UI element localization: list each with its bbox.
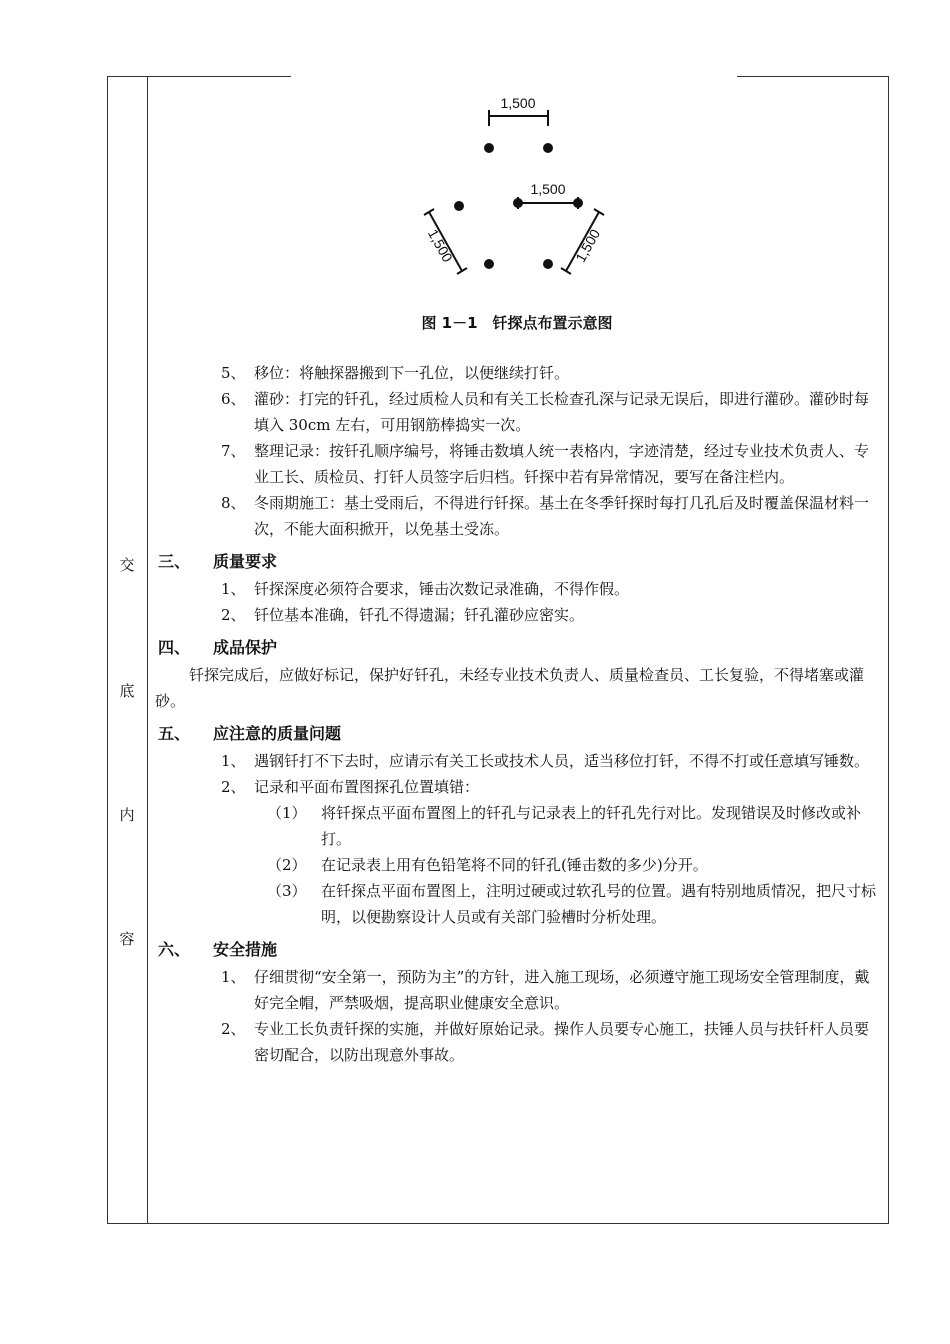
section-number: 三、 — [158, 552, 191, 571]
side-label-char: 交 — [119, 556, 135, 574]
paragraph: 钎探完成后，应做好标记，保护好钎孔，未经专业技术负责人、质量检查员、工长复验，不得堵塞或灌砂。 — [155, 666, 865, 710]
list-item — [155, 748, 880, 774]
dimension-label: 1,500 — [500, 95, 536, 111]
list-item — [155, 602, 880, 628]
item-number: 8、 — [221, 494, 246, 512]
sub-list-item — [155, 800, 880, 852]
section-number: 五、 — [158, 724, 191, 743]
probe-point — [543, 143, 553, 153]
probe-layout-diagram — [400, 90, 630, 290]
item-text: 钎位基本准确，钎孔不得遗漏；钎孔灌砂应密实。 — [254, 606, 585, 624]
side-label-char: 底 — [119, 682, 135, 700]
item-text: 冬雨期施工：基土受雨后，不得进行钎探。基土在冬季钎探时每打几孔后及时覆盖保温材料一次，不能大面积掀开，以免基土受冻。 — [254, 494, 870, 538]
item-number: 1、 — [221, 968, 246, 986]
list-item — [155, 438, 880, 490]
item-number: 2、 — [221, 1020, 246, 1038]
item-number: （3） — [267, 882, 307, 900]
dimension-label: 1,500 — [572, 226, 604, 265]
item-number: 1、 — [221, 580, 246, 598]
item-number: （2） — [267, 856, 307, 874]
item-number: 1、 — [221, 752, 246, 770]
table-top-border-left — [107, 76, 291, 77]
probe-point — [543, 259, 553, 269]
side-label-char: 内 — [119, 806, 135, 824]
probe-point — [454, 201, 464, 211]
item-text: 仔细贯彻“安全第一，预防为主”的方针，进入施工现场，必须遵守施工现场安全管理制度，戴好完全帽，严禁吸烟，提高职业健康安全意识。 — [254, 968, 870, 1012]
probe-point — [484, 259, 494, 269]
dimension-label: 1,500 — [530, 181, 566, 197]
list-item — [155, 576, 880, 602]
section-heading — [155, 634, 880, 662]
section-heading — [155, 936, 880, 964]
list-item — [155, 774, 880, 800]
item-text: 将钎探点平面布置图上的钎孔与记录表上的钎孔先行对比。发现错误及时修改或补打。 — [321, 804, 862, 848]
list-item — [155, 490, 880, 542]
item-text: 灌砂：打完的钎孔，经过质检人员和有关工长检查孔深与记录无误后，即进行灌砂。灌砂时每填入 30cm 左右，可用钢筋棒捣实一次。 — [254, 390, 870, 434]
section-title: 成品保护 — [213, 638, 278, 657]
section-title: 质量要求 — [213, 552, 278, 571]
sub-list-item — [155, 878, 880, 930]
item-number: 6、 — [221, 390, 246, 408]
figure-caption: 图 1－1 钎探点布置示意图 — [421, 314, 613, 332]
table-top-border-right — [737, 76, 888, 77]
section-heading — [155, 548, 880, 576]
item-text: 钎探深度必须符合要求，锤击次数记录准确，不得作假。 — [254, 580, 630, 598]
item-text: 遇钢钎打不下去时，应请示有关工长或技术人员，适当移位打钎，不得不打或任意填写锤数。 — [254, 752, 870, 770]
section-title: 应注意的质量问题 — [213, 724, 342, 743]
content-body — [155, 360, 880, 1068]
list-item — [155, 360, 880, 386]
section-heading — [155, 720, 880, 748]
list-item — [155, 386, 880, 438]
item-number: 5、 — [221, 364, 246, 382]
item-text: 在记录表上用有色铅笔将不同的钎孔(锤击数的多少)分开。 — [321, 856, 708, 874]
item-number: （1） — [267, 804, 307, 822]
item-number: 7、 — [221, 442, 246, 460]
sub-list-item — [155, 852, 880, 878]
item-number: 2、 — [221, 778, 246, 796]
item-text: 移位：将触探器搬到下一孔位，以便继续打钎。 — [254, 364, 570, 382]
probe-point — [484, 143, 494, 153]
list-item — [155, 964, 880, 1016]
item-number: 2、 — [221, 606, 246, 624]
section-number: 四、 — [158, 638, 191, 657]
item-text: 在钎探点平面布置图上，注明过硬或过软孔号的位置。遇有特别地质情况，把尺寸标明，以便勘察设计人员或有关部门验槽时分析处理。 — [321, 882, 877, 926]
section-title: 安全措施 — [213, 940, 278, 959]
label-column-divider — [147, 76, 148, 1223]
side-label-char: 容 — [119, 930, 135, 948]
probe-point — [573, 198, 583, 208]
item-text: 整理记录：按钎孔顺序编号，将锤击数填人统一表格内，字迹清楚，经过专业技术负责人、专业工长、质检员、打钎人员签字后归档。钎探中若有异常情况，要写在备注栏内。 — [254, 442, 870, 486]
probe-point — [513, 198, 523, 208]
dimension-label: 1,500 — [424, 226, 456, 265]
item-text: 记录和平面布置图探孔位置填错： — [254, 778, 480, 796]
list-item — [155, 1016, 880, 1068]
section-number: 六、 — [158, 940, 191, 959]
item-text: 专业工长负责钎探的实施，并做好原始记录。操作人员要专心施工，扶锤人员与扶钎杆人员要密切配合，以防出现意外事故。 — [254, 1020, 870, 1064]
